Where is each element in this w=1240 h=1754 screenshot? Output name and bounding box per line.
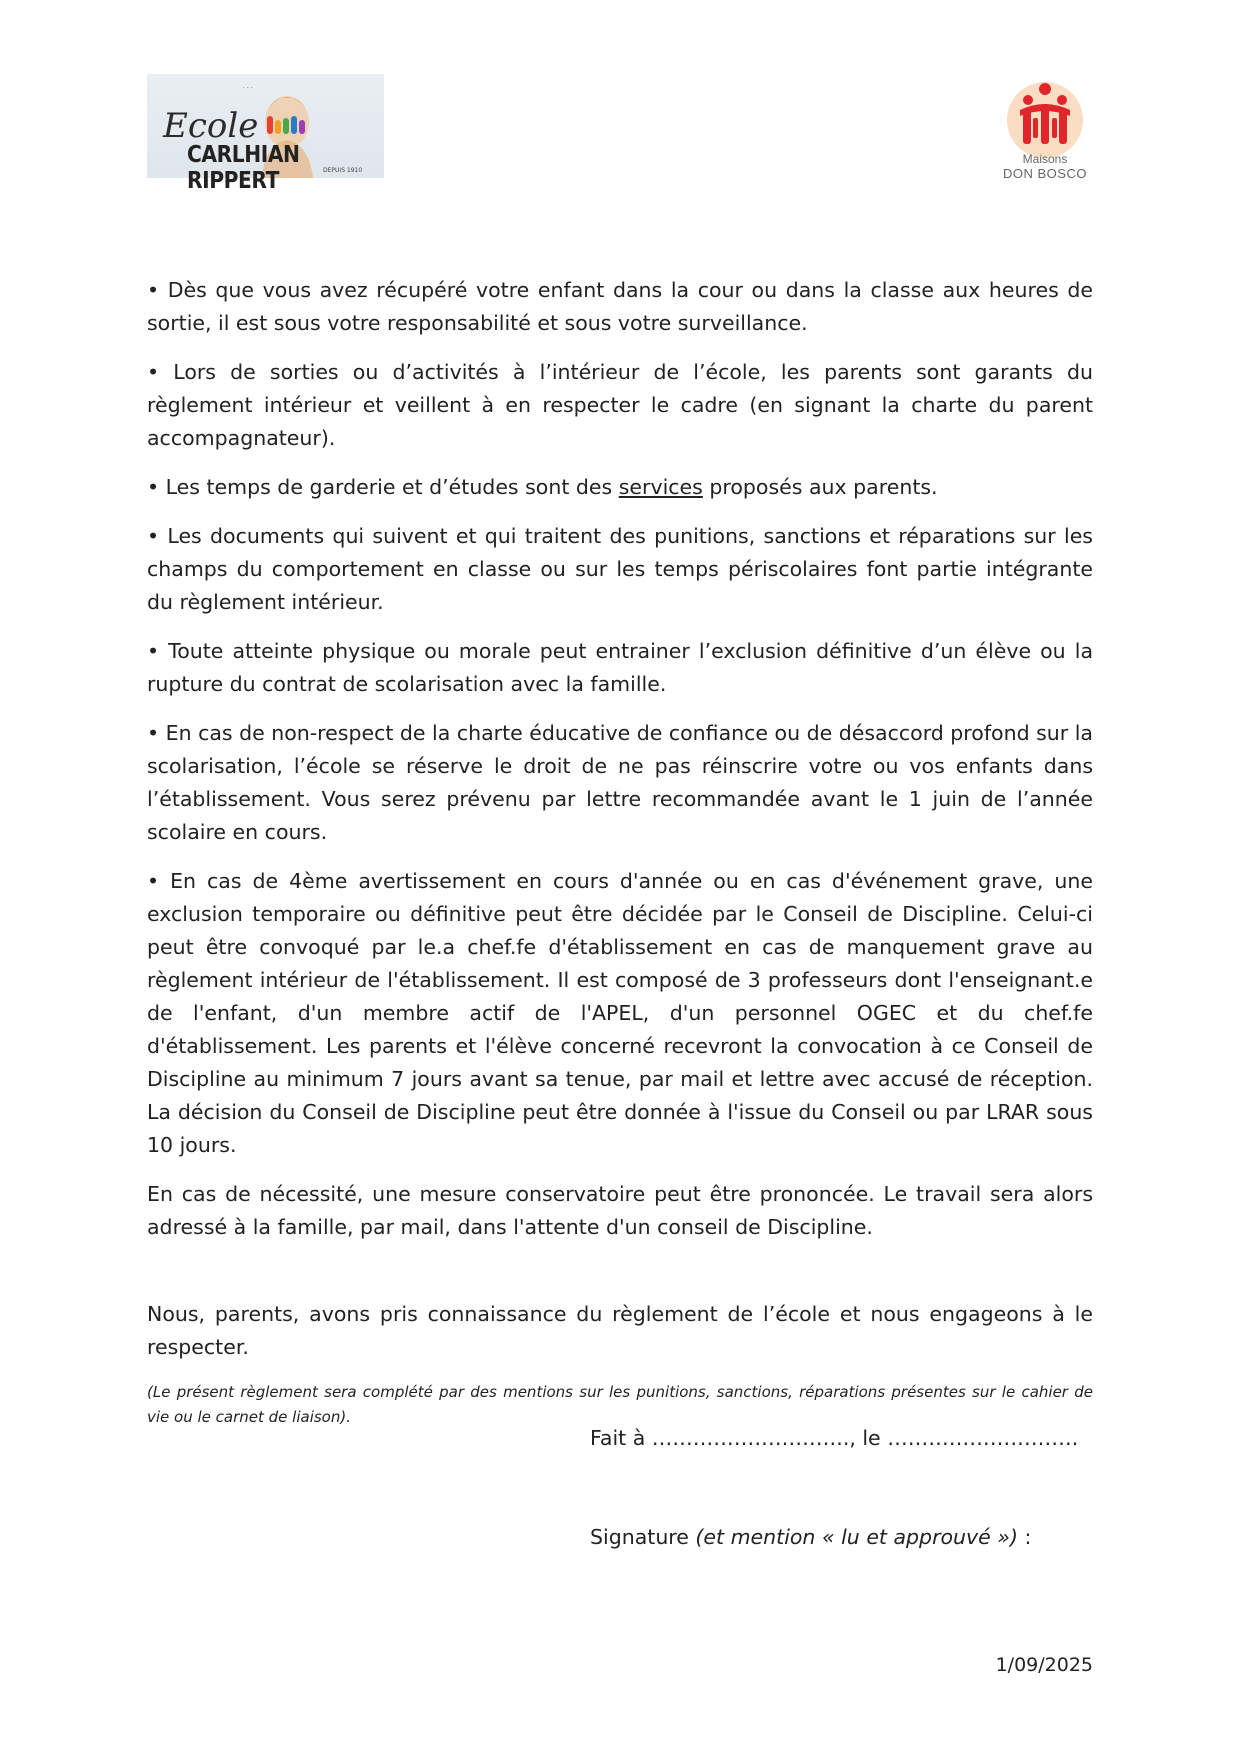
- document-date: 1/09/2025: [995, 1654, 1093, 1676]
- parents-agreement: Nous, parents, avons pris connaissance du règlement de l’école et nous engageons à le respecter.: [147, 1302, 1093, 1359]
- logo-school-name: CARLHIAN RIPPERT: [187, 142, 300, 194]
- school-logo: [147, 74, 384, 194]
- family-figures-icon: [990, 80, 1100, 160]
- signature-mention: (et mention « lu et approuvé »): [695, 1525, 1018, 1549]
- paragraph-exclusion: • Toute atteinte physique ou morale peut entrainer l’exclusion définitive d’un élève ou la rupture du contrat de scolarisation avec la famille.: [147, 639, 1093, 696]
- services-underlined: services: [618, 475, 703, 499]
- signature-label: Signature: [590, 1525, 696, 1549]
- regulation-note: (Le présent règlement sera complété par des mentions sur les punitions, sanctions, réparations présentes sur le cahier de vie ou le carnet de liaison).: [147, 1383, 1093, 1426]
- don-bosco-logo: [990, 80, 1100, 184]
- logo-since-text: DEPUIS 1910: [323, 167, 363, 174]
- logo-script-text: Ecole: [163, 106, 259, 146]
- paragraph-outings: • Lors de sorties ou d’activités à l’intérieur de l’école, les parents sont garants du règlement intérieur et veillent à en respecter le cadre (en signant la charte du parent accompagnateur).: [147, 360, 1093, 450]
- svg-text:· · ·: · · ·: [243, 85, 253, 92]
- paragraph-discipline-council: • En cas de 4ème avertissement en cours d'année ou en cas d'événement grave, une exclusion temporaire ou définitive peut être décidée par le Conseil de Discipline. Celui-ci peut être convoqué par le.a chef.fe d'établissement en cas de manquement grave au règlement intérieur de l'établissement. Il est composé de 3 professeurs dont l'enseignant.e de l'enfant, d'un membre actif de l'APEL, d'un personnel OGEC et du chef.fe d'établissement. Les parents et l'élève concerné recevront la convocation à ce Conseil de Discipline au minimum 7 jours avant sa tenue, par mail et lettre avec accusé de réception. La décision du Conseil de Discipline peut être donnée à l'issue du Conseil ou par LRAR sous 10 jours.: [147, 869, 1093, 1157]
- services-before: • Les temps de garderie et d’études sont des: [147, 475, 619, 499]
- paragraph-pickup: • Dès que vous avez récupéré votre enfant dans la cour ou dans la classe aux heures de sortie, il est sous votre responsabilité et sous votre surveillance.: [147, 278, 1093, 335]
- signature-colon: :: [1017, 1525, 1032, 1549]
- logo-donbosco-text: DON BOSCO: [1003, 166, 1087, 181]
- paragraph-conservatory-measure: En cas de nécessité, une mesure conservatoire peut être prononcée. Le travail sera alors adressé à la famille, par mail, dans l'attente d'un conseil de Discipline.: [147, 1182, 1093, 1239]
- services-after: proposés aux parents.: [702, 475, 938, 499]
- fait-a-line: Fait à ……………………….., le ……………………….: [590, 1426, 1079, 1450]
- logo-maisons-text: Maisons: [1022, 152, 1068, 166]
- paragraph-services: [147, 471, 1093, 504]
- signature-line: [590, 1525, 1031, 1549]
- paragraph-non-respect: • En cas de non-respect de la charte éducative de confiance ou de désaccord profond sur la scolarisation, l’école se réserve le droit de ne pas réinscrire votre ou vos enfants dans l’établissement. Vous serez prévenu par lettre recommandée avant le 1 juin de l’année scolaire en cours.: [147, 721, 1093, 844]
- paragraph-documents: • Les documents qui suivent et qui traitent des punitions, sanctions et réparations sur les champs du comportement en classe ou sur les temps périscolaires font partie intégrante du règlement intérieur.: [147, 524, 1093, 614]
- rules-body: [147, 274, 1093, 1446]
